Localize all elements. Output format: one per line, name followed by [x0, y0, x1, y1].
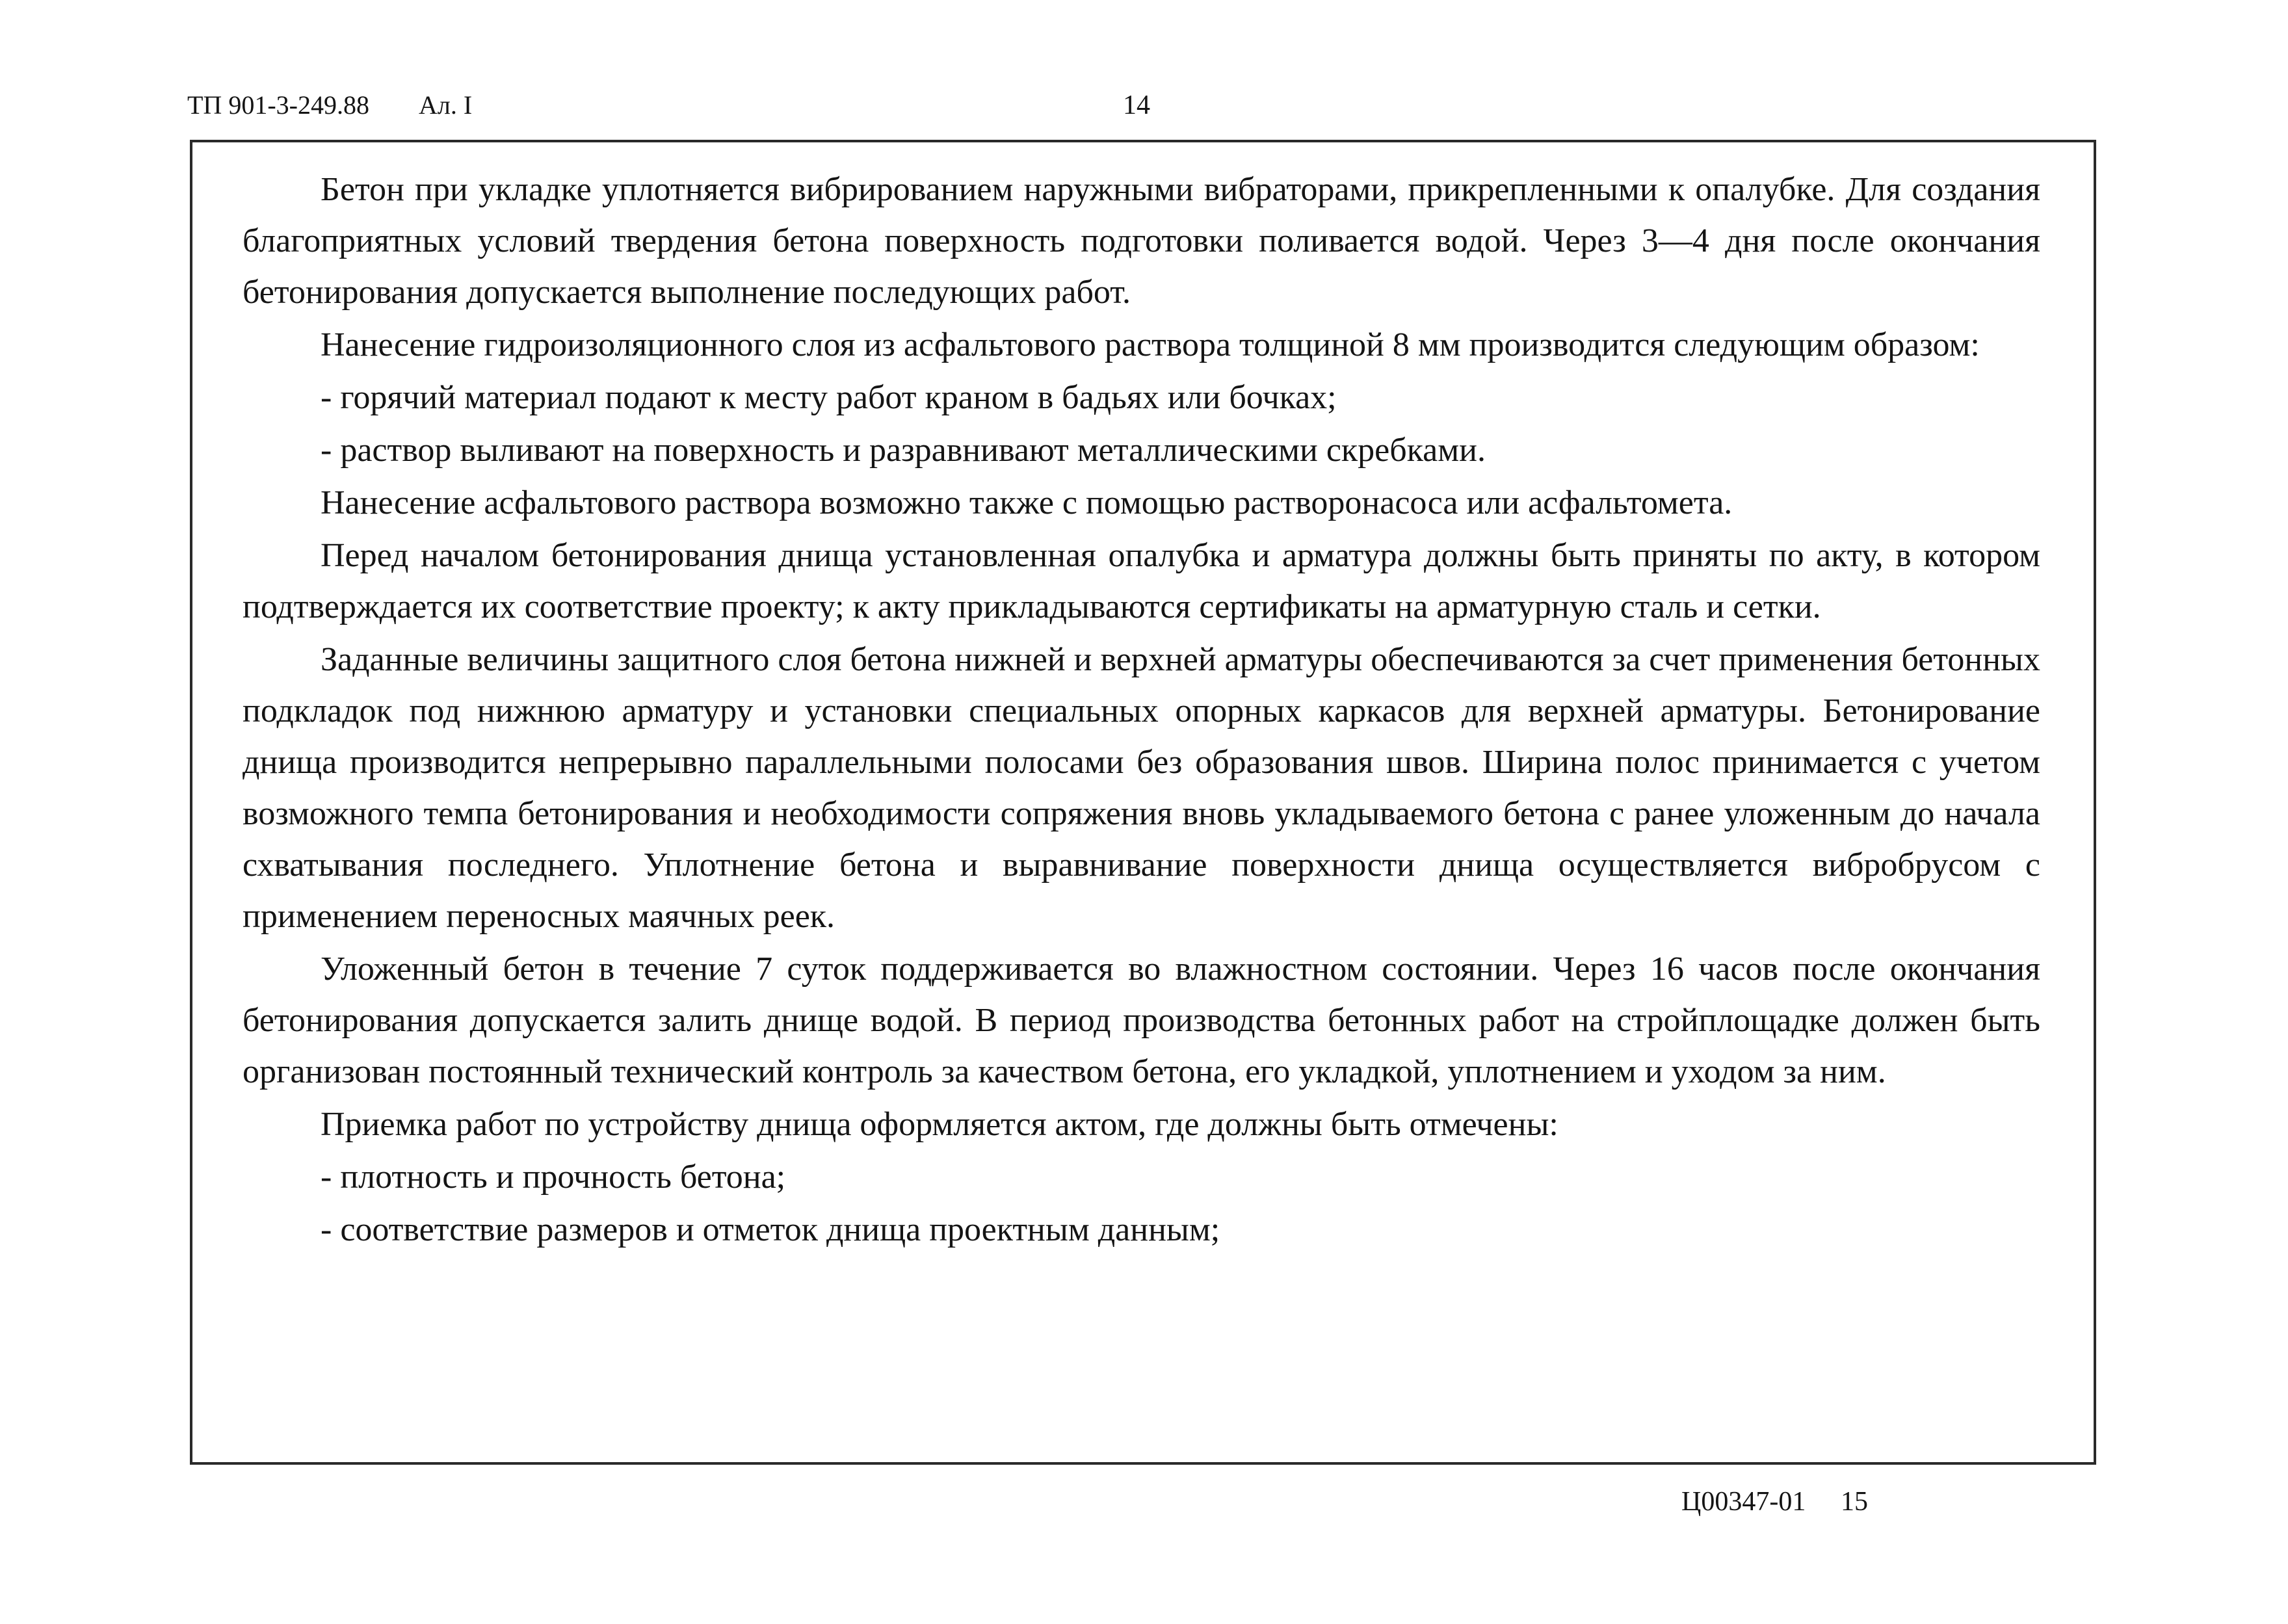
- list-item-hot-material: - горячий материал подают к месту работ краном в бадьях или бочках;: [321, 379, 1337, 416]
- page-number: 14: [1123, 90, 1150, 120]
- document-body: [243, 164, 2040, 1257]
- document-code: ТП 901-3-249.88: [187, 90, 369, 120]
- paragraph-acceptance-act: Приемка работ по устройству днища оформляется актом, где должны быть отмечены:: [321, 1106, 1558, 1143]
- album-label: Ал. I: [419, 90, 473, 120]
- paragraph-waterproofing: Нанесение гидроизоляционного слоя из асфальтового раствора толщиной 8 мм производится следующим образом:: [321, 326, 1980, 363]
- footer-sheet-number: 15: [1841, 1487, 1868, 1517]
- paragraph-curing: Уложенный бетон в течение 7 суток поддерживается во влажностном состоянии. Через 16 часов после окончания бетонирования допускается залить днище водой. В период производства бетонных работ на стройплощадке должен быть организован постоянный технический контроль за качеством бетона, его укладкой, уплотнением и уходом за ним.: [243, 950, 2040, 1090]
- paragraph-concrete-compaction: Бетон при укладке уплотняется вибрированием наружными вибраторами, прикрепленными к опалубке. Для создания благоприятных условий твердения бетона поверхность подготовки поливается водой. Через 3—4 дня после окончания бетонирования допускается выполнение последующих работ.: [243, 171, 2040, 311]
- footer-code: Ц00347-01: [1681, 1487, 1806, 1517]
- list-item-density: - плотность и прочность бетона;: [321, 1159, 786, 1196]
- paragraph-formwork-acceptance: Перед началом бетонирования днища установленная опалубка и арматура должны быть приняты по акту, в котором подтверждается их соответствие проекту; к акту прикладываются сертификаты на арматурную сталь и сетки.: [243, 537, 2040, 625]
- paragraph-asphalt-application: Нанесение асфальтового раствора возможно также с помощью растворонасоса или асфальтомета.: [321, 484, 1733, 521]
- list-item-dimensions: - соответствие размеров и отметок днища проектным данным;: [321, 1211, 1220, 1248]
- list-item-mortar-leveling: - раствор выливают на поверхность и разравнивают металлическими скребками.: [321, 432, 1486, 469]
- paragraph-protective-layer: Заданные величины защитного слоя бетона нижней и верхней арматуры обеспечиваются за счет применения бетонных подкладок под нижнюю арматуру и установки специальных опорных каркасов для верхней арматуры. Бетонирование днища производится непрерывно параллельными полосами без образования швов. Ширина полос принимается с учетом возможного темпа бетонирования и необходимости сопряжения вновь укладываемого бетона с ранее уложенным до начала схватывания последнего. Уплотнение бетона и выравнивание поверхности днища осуществляется вибробрусом с применением переносных маячных реек.: [243, 641, 2040, 935]
